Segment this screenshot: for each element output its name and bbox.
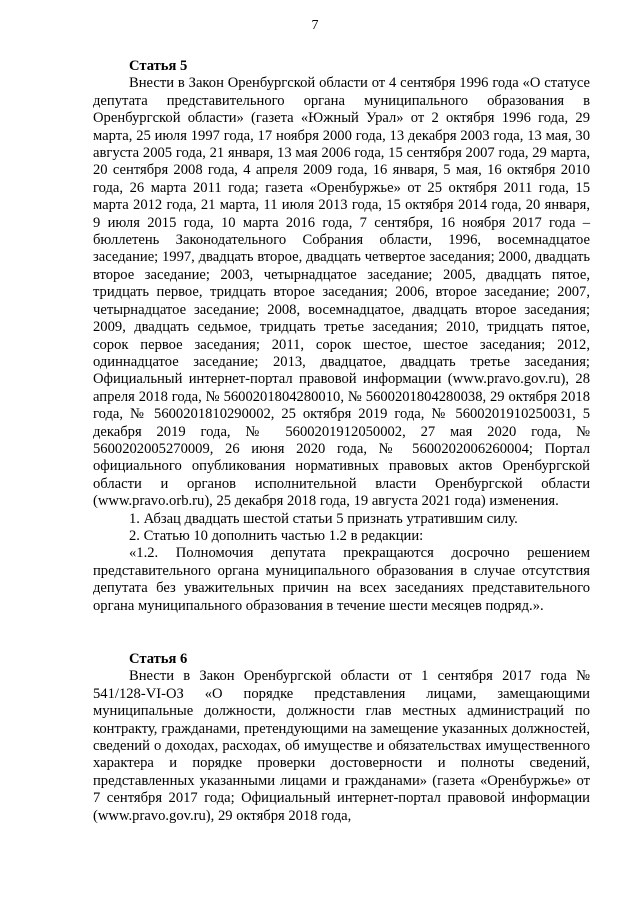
article-5-heading: Статья 5 — [129, 58, 188, 74]
article-5-quote-paragraph: «1.2. Полномочия депутата прекращаются досрочно решением представительного органа муниципального образования в случае отсутствия депутата без уважительных причин на всех заседаниях представительного органа муниципального образования в течение шести месяцев подряд.». — [93, 545, 590, 614]
article-6-section — [93, 651, 590, 825]
article-5-section — [93, 58, 590, 615]
article-6-intro-paragraph: Внести в Закон Оренбургской области от 1 сентября 2017 года № 541/128-VI-ОЗ «О порядке представления лицами, замещающими муниципальные должности, должности глав местных администраций по контракту, гражданами, претендующими на замещение указанных должностей, сведений о доходах, расходах, об имуществе и обязательствах имущественного характера и порядке проверки достоверности и полноты сведений, представленных указанными лицами и гражданами» (газета «Оренбуржье» от 7 сентября 2017 года; Официальный интернет-портал правовой информации (www.pravo.gov.ru), 29 октября 2018 года, — [93, 668, 590, 824]
page-number: 7 — [311, 18, 319, 33]
article-5-item-1: 1. Абзац двадцать шестой статьи 5 признать утратившим силу. — [129, 510, 518, 527]
article-5-intro-paragraph: Внести в Закон Оренбургской области от 4 сентября 1996 года «О статусе депутата представительного органа муниципального образования в Оренбургской области» (газета «Южный Урал» от 2 октября 1996 года, 29 марта, 25 июля 1997 года, 17 ноября 2000 года, 13 декабря 2003 года, 13 мая, 30 августа 2005 года, 21 января, 13 мая 2006 года, 15 сентября 2007 года, 29 марта, 20 сентября 2008 года, 4 апреля 2009 года, 16 января, 5 мая, 16 октября 2010 года, 26 марта 2011 года; газета «Оренбуржье» от 25 октября 2011 года, 15 марта 2012 года, 21 марта, 11 июля 2013 года, 15 октября 2014 года, 20 января, 9 июля 2015 года, 10 марта 2016 года, 7 сентября, 16 ноября 2017 года – бюллетень Законодательного Собрания области, 1996, восемнадцатое заседание; 1997, двадцать второе, двадцать четвертое заседания; 2000, двадцать второе заседание; 2003, четырнадцатое заседание; 2005, двадцать пятое, тридцать первое, тридцать второе заседания; 2006, второе заседание; 2007, четырнадцатое заседание; 2008, восемнадцатое, двадцать второе заседания; 2009, двадцать седьмое, тридцать третье заседания; 2010, тридцать пятое, сорок первое заседания; 2011, сорок шестое, шестое заседания; 2012, одиннадцатое заседание; 2013, двадцатое, двадцать третье заседания; Официальный интернет-портал правовой информации (www.pravo.gov.ru), 28 апреля 2018 года, № 5600201804280010, № 5600201804280038, 29 октября 2018 года, № 5600201810290002, 25 октября 2019 года, № 5600201910250031, 5 декабря 2019 года, № 5600201912050002, 27 мая 2020 года, № 5600202005270009, 26 июня 2020 года, № 5600202006260004; Портал официального опубликования нормативных правовых актов Оренбургской области и органов исполнительной власти Оренбургской области (www.pravo.orb.ru), 25 декабря 2018 года, 19 августа 2021 года) изменения. — [93, 75, 590, 510]
article-5-item-2: 2. Статью 10 дополнить частью 1.2 в редакции: — [129, 527, 424, 544]
article-6-heading: Статья 6 — [129, 651, 188, 667]
